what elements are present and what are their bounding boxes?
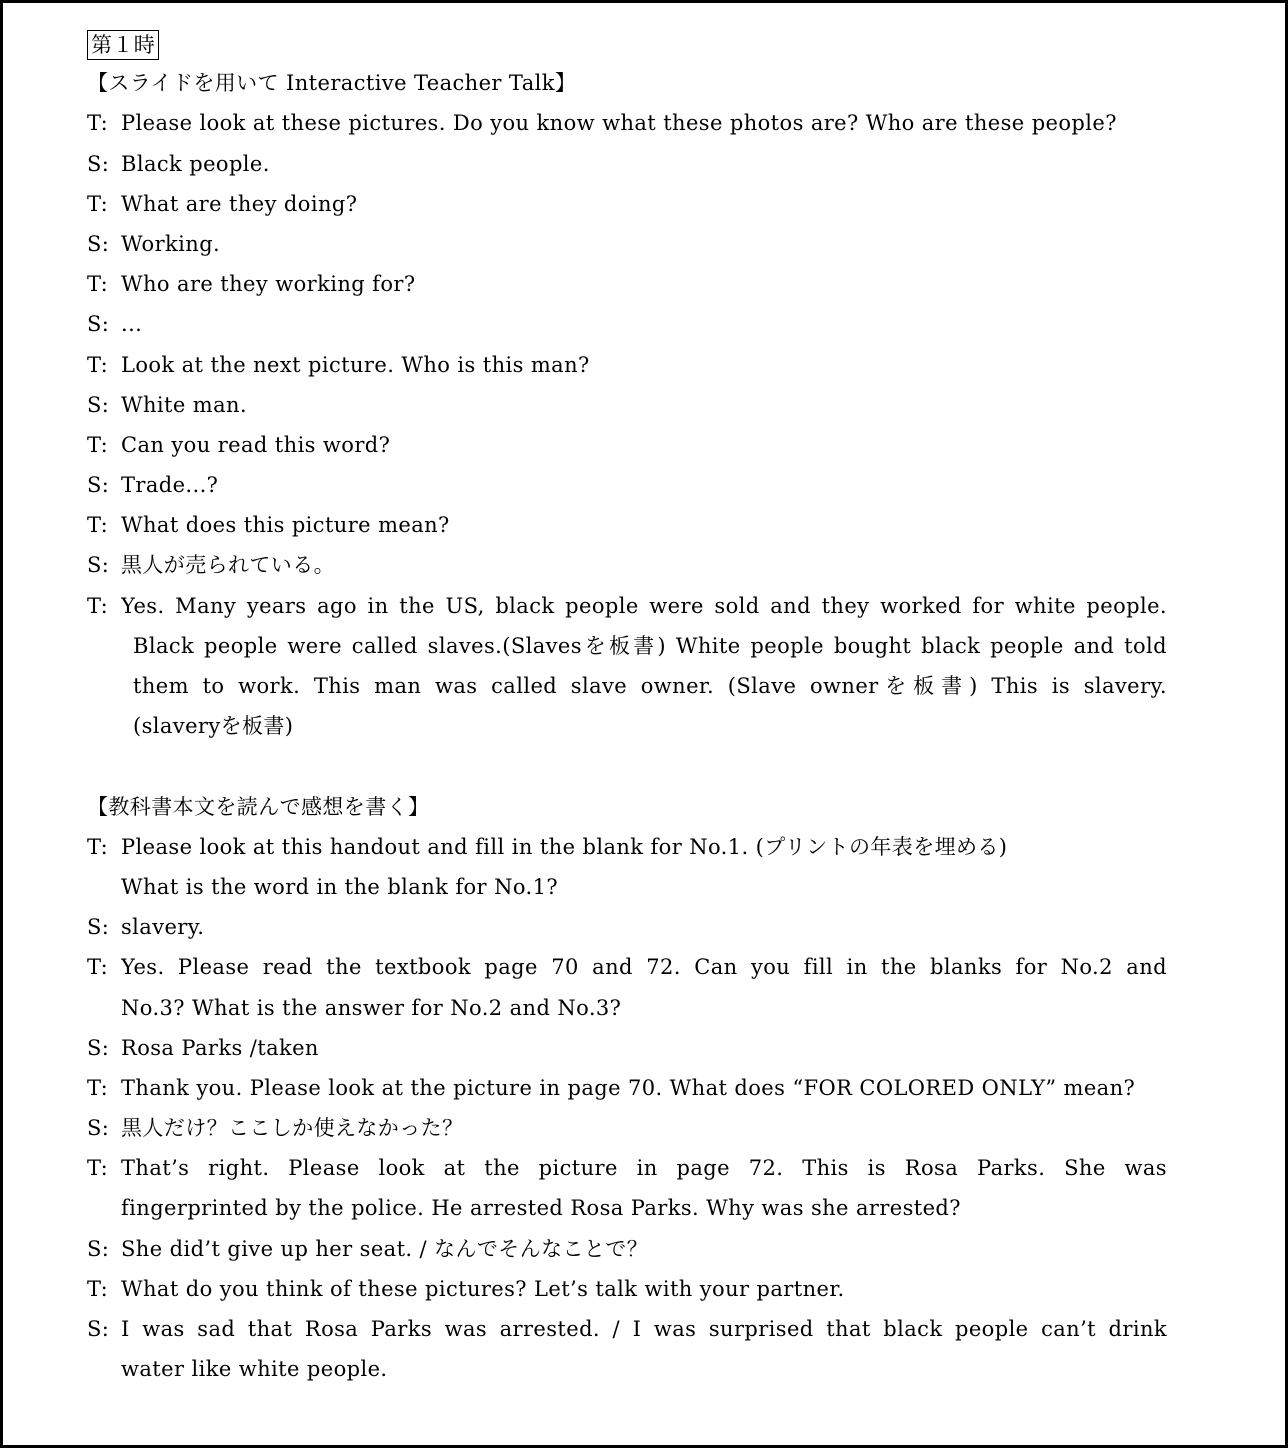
dialogue-text: What is the word in the blank for No.1? <box>121 874 559 899</box>
dialogue-continuation <box>87 867 1167 907</box>
speaker-label: T: <box>87 1075 109 1100</box>
dialogue-line <box>87 103 1167 143</box>
speaker-label: S: <box>87 151 110 176</box>
speaker-label: T: <box>87 1156 109 1181</box>
dialogue-line <box>87 385 1167 425</box>
lesson-transcript <box>87 23 1167 1389</box>
dialogue-text: Working. <box>121 231 221 256</box>
dialogue-text: them to work. This man was called slave owner. (Slave ownerを板書) This is slavery. <box>133 674 1167 698</box>
dialogue-continuation <box>87 626 1167 666</box>
dialogue-continuation <box>87 1188 1167 1228</box>
speaker-label: T: <box>87 593 109 618</box>
dialogue-text: What does this picture mean? <box>121 513 450 538</box>
dialogue-continuation <box>87 706 1167 746</box>
dialogue-line <box>87 1269 1167 1309</box>
dialogue-line <box>87 586 1167 626</box>
dialogue-text: Black people. <box>121 151 270 176</box>
dialogue-text: 黒人が売られている。 <box>121 553 335 578</box>
dialogue-line <box>87 304 1167 344</box>
lesson-label-row <box>87 23 1167 63</box>
dialogue-text: fingerprinted by the police. He arrested Rosa Parks. Why was she arrested? <box>121 1196 961 1221</box>
speaker-label: T: <box>87 955 109 980</box>
section-heading-textbook: 【教科書本文を読んで感想を書く】 <box>87 794 430 819</box>
dialogue-line <box>87 545 1167 585</box>
speaker-label: S: <box>87 231 110 256</box>
section-heading-slides: 【スライドを用いて Interactive Teacher Talk】 <box>87 71 577 96</box>
dialogue-line <box>87 224 1167 264</box>
dialogue-line <box>87 345 1167 385</box>
dialogue-text: Please look at this handout and fill in the blank for No.1. (プリントの年表を埋める) <box>121 834 1008 859</box>
dialogue-line <box>87 505 1167 545</box>
dialogue-line <box>87 1229 1167 1269</box>
dialogue-line <box>87 144 1167 184</box>
dialogue-line <box>87 1028 1167 1068</box>
speaker-label: S: <box>87 312 110 337</box>
dialogue-line <box>87 425 1167 465</box>
speaker-label: T: <box>87 834 109 859</box>
dialogue-line <box>87 465 1167 505</box>
dialogue-text: That’s right. Please look at the picture in page 72. This is Rosa Parks. She was <box>121 1156 1167 1181</box>
speaker-label: S: <box>87 1317 110 1341</box>
section-spacer <box>87 746 1167 786</box>
dialogue-text: She did’t give up her seat. / なんでそんなことで？ <box>121 1236 649 1261</box>
speaker-label: S: <box>87 392 110 417</box>
dialogue-line <box>87 1148 1167 1188</box>
speaker-label: T: <box>87 191 109 216</box>
dialogue-text: ... <box>121 312 143 337</box>
dialogue-line <box>87 184 1167 224</box>
dialogue-text: Yes. Please read the textbook page 70 and 72. Can you fill in the blanks for No.2 and <box>121 955 1167 980</box>
dialogue-text: Black people were called slaves.(Slavesを板書) White people bought black people and told <box>133 633 1167 658</box>
speaker-label: T: <box>87 432 109 457</box>
dialogue-text: Rosa Parks /taken <box>121 1035 319 1060</box>
dialogue-text: Yes. Many years ago in the US, black people were sold and they worked for white people. <box>121 593 1167 618</box>
dialogue-line <box>87 907 1167 947</box>
dialogue-text: Trade...? <box>121 473 219 498</box>
dialogue-continuation <box>87 1349 1167 1389</box>
dialogue-continuation <box>87 988 1167 1028</box>
speaker-label: S: <box>87 473 110 498</box>
dialogue-text: What are they doing? <box>121 191 358 216</box>
dialogue-text: Thank you. Please look at the picture in page 70. What does “FOR COLORED ONLY” mean? <box>121 1075 1136 1100</box>
speaker-label: S: <box>87 1116 110 1141</box>
dialogue-text: Look at the next picture. Who is this man? <box>121 352 590 377</box>
speaker-label: T: <box>87 272 109 297</box>
dialogue-text: Please look at these pictures. Do you know what these photos are? Who are these people? <box>121 111 1117 136</box>
dialogue-line <box>87 947 1167 987</box>
speaker-label: S: <box>87 553 110 578</box>
dialogue-continuation <box>87 666 1167 706</box>
dialogue-line <box>87 264 1167 304</box>
dialogue-line <box>87 827 1167 867</box>
dialogue-text: (slaveryを板書) <box>133 714 294 739</box>
lesson-label: 第１時 <box>87 30 159 60</box>
dialogue-line <box>87 1108 1167 1148</box>
speaker-label: S: <box>87 1236 110 1261</box>
dialogue-text: 黒人だけ？ここしか使えなかった？ <box>121 1116 464 1141</box>
speaker-label: S: <box>87 915 110 940</box>
speaker-label: T: <box>87 1276 109 1301</box>
dialogue-text: slavery. <box>121 915 205 940</box>
dialogue-text: Who are they working for? <box>121 272 416 297</box>
speaker-label: T: <box>87 352 109 377</box>
speaker-label: T: <box>87 111 109 136</box>
speaker-label: T: <box>87 513 109 538</box>
dialogue-text: Can you read this word? <box>121 432 391 457</box>
dialogue-text: White man. <box>121 392 248 417</box>
dialogue-line <box>87 1068 1167 1108</box>
dialogue-text: What do you think of these pictures? Let’s talk with your partner. <box>121 1276 845 1301</box>
dialogue-line <box>87 1309 1167 1349</box>
dialogue-text: I was sad that Rosa Parks was arrested. / I was surprised that black people can’t drink <box>121 1317 1167 1341</box>
dialogue-text: No.3? What is the answer for No.2 and No.3? <box>121 995 622 1020</box>
speaker-label: S: <box>87 1035 110 1060</box>
dialogue-text: water like white people. <box>121 1357 388 1382</box>
